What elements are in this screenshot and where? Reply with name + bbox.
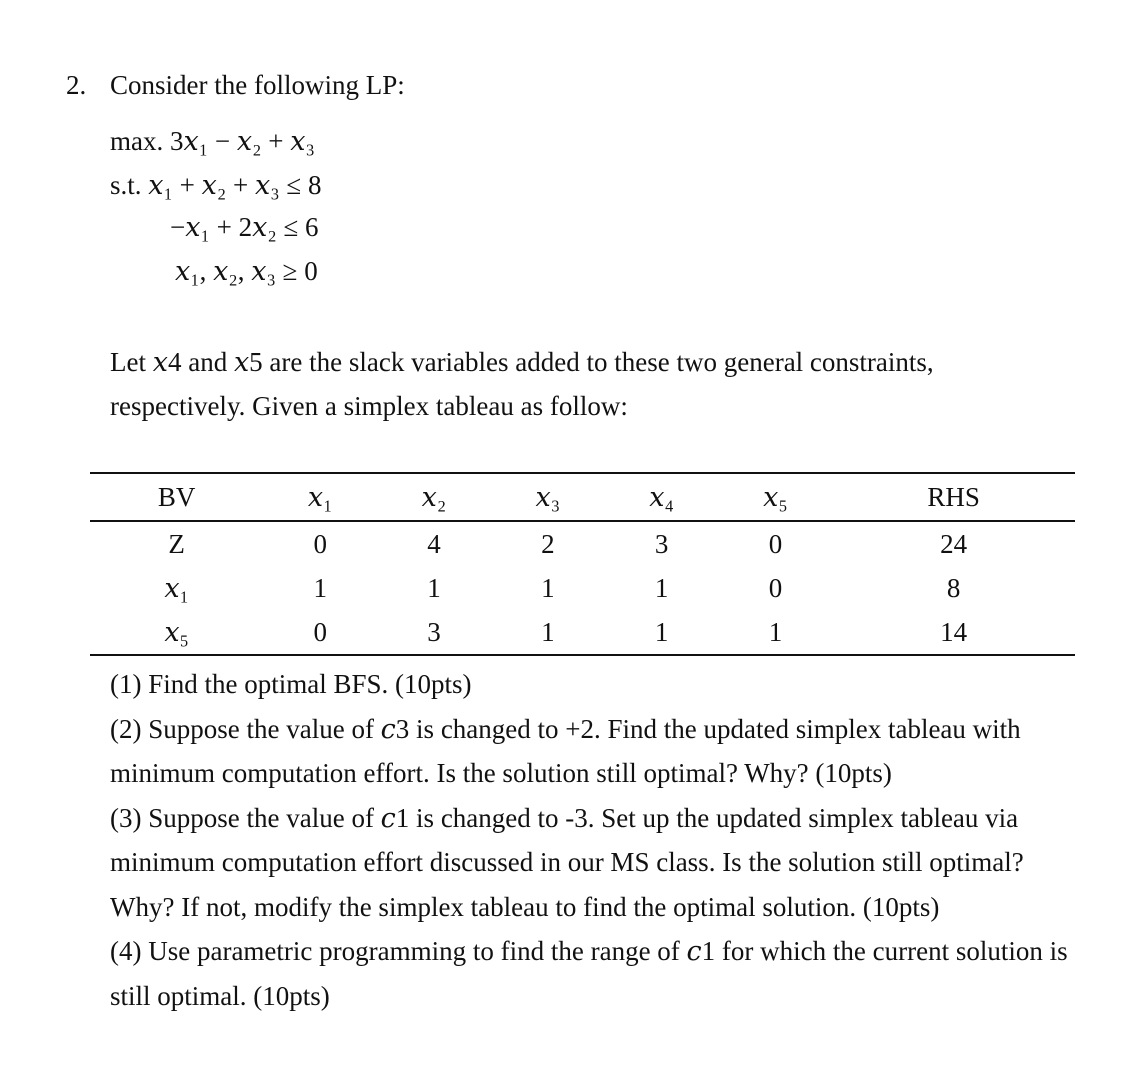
tableau-row xyxy=(90,566,1075,610)
table-cell: 1 xyxy=(541,572,555,603)
header-cell: RHS xyxy=(832,473,1075,521)
tableau-row xyxy=(90,610,1075,655)
table-cell: 1 xyxy=(427,572,441,603)
tableau-header-row xyxy=(90,473,1075,521)
lp-nonnegativity: 𝑥₁, 𝑥₂, 𝑥₃ ≥ 0 xyxy=(175,256,318,286)
simplex-tableau xyxy=(90,472,1075,656)
tableau-table xyxy=(90,472,1075,656)
table-cell: 0 xyxy=(313,528,327,559)
part-3: (3) Suppose the value of 𝑐1 is changed to -3. Set up the updated simplex tableau via minimum computation effort discussed in our MS class. Is the solution still optimal? Why? If not, modify the simplex tableau to find the optimal solution. (10pts) xyxy=(110,802,1024,922)
part-2: (2) Suppose the value of 𝑐3 is changed to +2. Find the updated simplex tableau with minimum computation effort. Is the solution still optimal? Why? (10pts) xyxy=(110,713,1021,788)
header-cell: 𝑥₅ xyxy=(719,473,833,521)
table-cell: 3 xyxy=(377,610,491,655)
table-cell: 0 xyxy=(263,610,377,655)
question-number: 2. xyxy=(66,70,87,100)
table-cell: 3 xyxy=(654,528,669,559)
lp-constraint-2: −𝑥₁ + 2𝑥₂ ≤ 6 xyxy=(170,212,319,242)
lp-objective: max. 3𝑥₁ − 𝑥₂ + 𝑥₃ xyxy=(110,126,315,156)
header-cell: 𝑥₂ xyxy=(377,473,491,521)
table-cell: 𝑥₅ xyxy=(90,610,263,655)
table-cell: Z xyxy=(168,528,185,559)
table-cell: 0 xyxy=(768,572,783,603)
header-cell: BV xyxy=(90,473,263,521)
table-cell: 1 xyxy=(313,572,327,603)
table-cell: 2 xyxy=(541,528,555,559)
header-cell: 𝑥₄ xyxy=(605,473,719,521)
part-4: (4) Use parametric programming to find the range of 𝑐1 for which the current solution is still optimal. (10pts) xyxy=(110,936,1068,1011)
tableau-row xyxy=(90,521,1075,566)
table-cell: 1 xyxy=(719,610,833,655)
table-cell: 8 xyxy=(946,572,961,603)
table-cell: 0 xyxy=(768,528,783,559)
table-cell: 24 xyxy=(940,528,968,559)
table-cell: 4 xyxy=(427,528,441,559)
part-1: (1) Find the optimal BFS. (10pts) xyxy=(110,669,472,699)
question-intro: Consider the following LP: xyxy=(110,70,405,100)
table-cell: 14 xyxy=(832,610,1075,655)
table-cell: 1 xyxy=(654,572,669,603)
header-cell: 𝑥₃ xyxy=(491,473,605,521)
sub-questions xyxy=(110,662,1080,1018)
lp-constraint-1: s.t. 𝑥₁ + 𝑥₂ + 𝑥₃ ≤ 8 xyxy=(110,170,322,200)
table-cell: 1 xyxy=(605,610,719,655)
header-cell: 𝑥₁ xyxy=(263,473,377,521)
slack-variables-paragraph: Let 𝑥4 and 𝑥5 are the slack variables added to these two general constraints, respectively. Given a simplex tableau as follow: xyxy=(110,347,934,421)
table-cell: 1 xyxy=(491,610,605,655)
table-cell: 𝑥₁ xyxy=(164,572,189,603)
